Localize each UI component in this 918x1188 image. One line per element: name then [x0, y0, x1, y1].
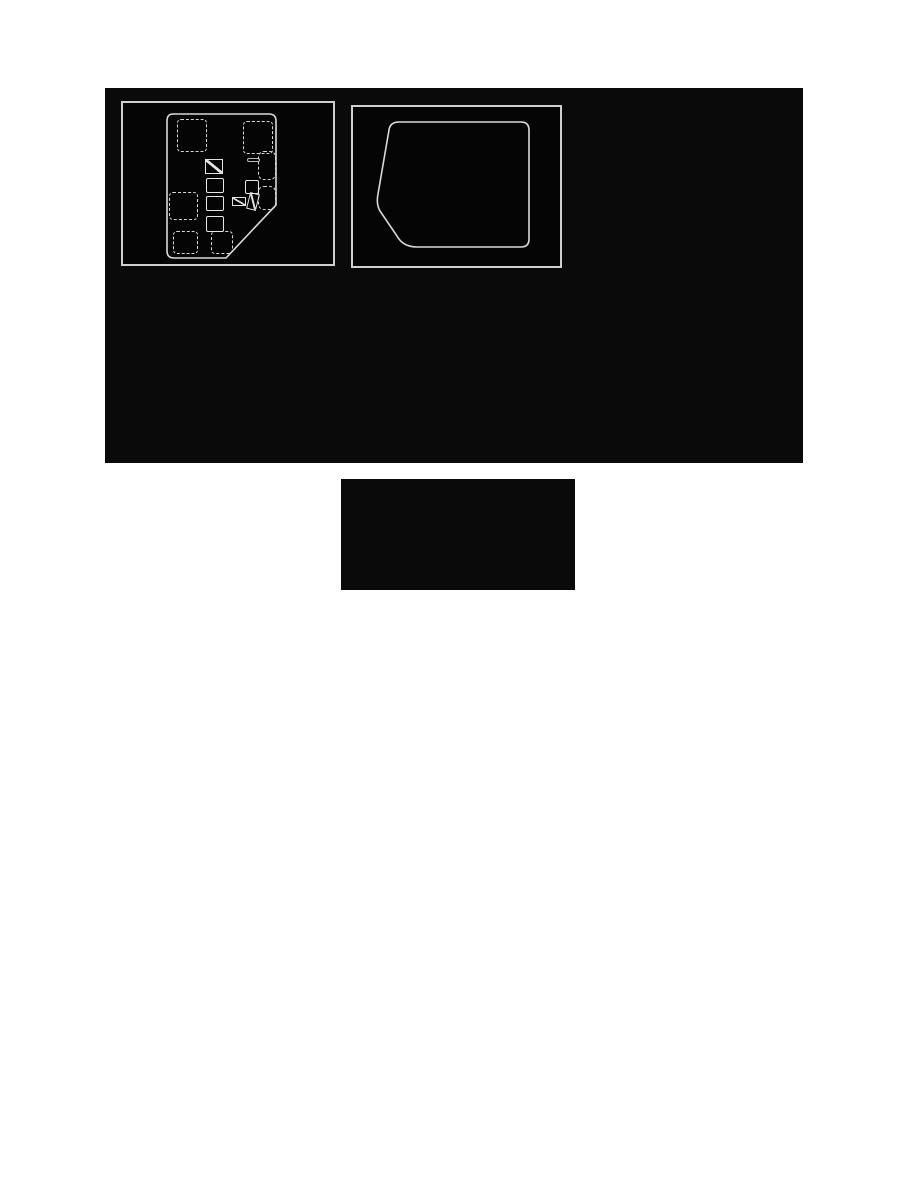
- engine-fuse-3: [206, 216, 224, 232]
- engine-fuse-1: [206, 178, 224, 193]
- fuse-list-column-left: [121, 297, 336, 306]
- engine-fuse-12: [247, 158, 260, 162]
- engine-relay-box: [177, 119, 207, 152]
- instrument-fusebox-outline: [353, 107, 560, 266]
- fuses-panel: [105, 88, 803, 463]
- fuses-panel-continued: [341, 479, 575, 590]
- engine-relay-box: [243, 121, 273, 154]
- engine-relay-box: [258, 151, 276, 180]
- instrument-panel-diagram: [351, 105, 562, 268]
- engine-relay-box: [169, 192, 198, 220]
- engine-fuse-2: [206, 196, 224, 211]
- engine-relay-box: [258, 186, 276, 210]
- unused-fuse-slot-icon: [205, 159, 223, 174]
- unused-fuse-slot-icon: [232, 197, 246, 206]
- engine-relay-box: [173, 231, 198, 254]
- engine-relay-box: [211, 231, 233, 254]
- engine-compartment-diagram: [121, 101, 335, 266]
